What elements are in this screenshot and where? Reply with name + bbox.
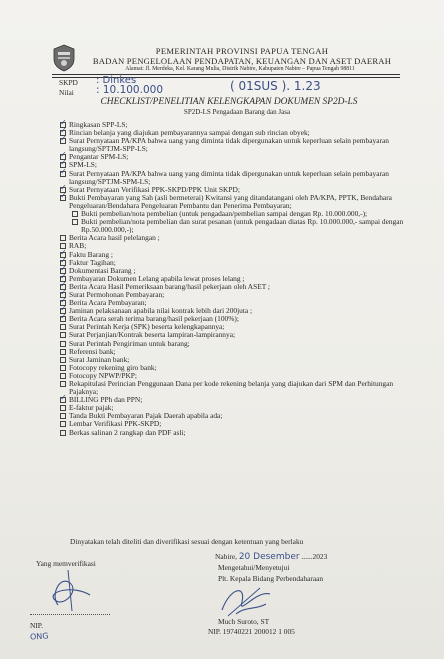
verifier-scribble: ONG [29, 631, 49, 642]
checklist-item [60, 153, 405, 161]
checklist-item-text: Surat Pernyataan PA/KPA bahwa uang yang diminta tidak dipergunakan untuk keperluan selain pembayaran langsung/SPTJM-SPM-LS; [69, 168, 389, 186]
checked-box-icon [60, 397, 66, 403]
checklist-item-text: Jaminan pelaksanaan apabila nilai kontrak lebih dari 200juta ; [69, 306, 253, 316]
empty-box-icon [60, 357, 66, 363]
empty-box-icon [60, 235, 66, 241]
document-code: ( 01SUS ). 1.23 [230, 79, 321, 93]
checklist-item-text: Surat Perjanjian/Kontrak beserta lampiran-lampirannya; [69, 330, 236, 340]
empty-box-icon [72, 219, 78, 225]
empty-box-icon [60, 365, 66, 371]
checklist-item [60, 137, 405, 153]
checklist-item-text: Ringkasan SPP-LS; [69, 120, 128, 129]
empty-box-icon [60, 332, 66, 338]
checklist-item-text: Lembar Verifikasi PPK-SKPD; [69, 419, 162, 429]
place-date-handwritten: 20 Desember [238, 552, 300, 562]
closing-statement: Dinyatakan telah diteliti dan diverifikasi sesuai dengan ketentuan yang berlaku [70, 537, 304, 546]
checklist-item-text: Surat Pernyataan PA/KPA bahwa uang yang diminta tidak dipergunakan untuk keperluan selain pembayaran langsung/SPTJM-SPP-LS; [69, 136, 389, 154]
checklist-item-text: Pembayaran Dokumen Lelang apabila lewat proses lelang ; [69, 273, 245, 283]
header-government: PEMERINTAH PROVINSI PAPUA TENGAH [155, 46, 329, 56]
empty-box-icon [60, 405, 66, 411]
checklist-item-text: Berita Acara Hasil Pemeriksaan barang/hasil pekerjaan oleh ASET ; [69, 281, 270, 291]
checklist-item-text: Berita Acara Pembayaran; [69, 298, 147, 308]
checklist-item-text: Bukti pembelian/nota pembelian (untuk pengadaan/pembelian sampai dengan Rp. 10.000.000,-); [81, 209, 368, 219]
checklist-item-text: Fotocopy rekening giro bank; [69, 362, 157, 372]
checklist-item [60, 170, 405, 186]
checked-box-icon [60, 171, 66, 177]
place-date [215, 552, 327, 562]
empty-box-icon [60, 430, 66, 436]
empty-box-icon [60, 421, 66, 427]
header-address: Alamat: Jl. Merdeka, Kel. Karang Mulia, Distrik Nabire, Kabupaten Nabire – Papua Tengah 98811 [125, 66, 355, 72]
empty-box-icon [60, 373, 66, 379]
verifier-label: Yang memverifikasi [36, 559, 96, 568]
checklist-item-text: Surat Pernyataan Verifikasi PPK-SKPD/PPK Unit SKPD; [69, 184, 240, 194]
place-suffix: ......2023 [301, 552, 328, 561]
nilai-label: Nilai [59, 88, 74, 97]
place-prefix: Nabire, [215, 552, 237, 561]
checklist-item-text: RAB; [69, 241, 87, 251]
verifier-name-line [30, 614, 110, 615]
empty-box-icon [60, 349, 66, 355]
official-signature [216, 580, 276, 620]
checklist-item [60, 380, 405, 396]
checklist-item-text: Berita Acara serah terima barang/hasil pekerjaan (100%); [69, 314, 239, 324]
checklist-item-text: Pengantar SPM-LS; [69, 152, 129, 162]
checklist-item-text: Rincian belanja yang diajukan pembayarannya sampai dengan sub rincian obyek; [69, 128, 310, 138]
checked-box-icon [60, 195, 66, 201]
checklist-item-text: Faktur Tagihan; [69, 257, 116, 267]
empty-box-icon [60, 381, 66, 387]
checklist-item-text: E-faktur pajak; [69, 403, 114, 413]
checklist-item [60, 194, 405, 210]
empty-box-icon [60, 413, 66, 419]
skpd-label: SKPD [59, 78, 78, 87]
checklist-item [60, 234, 405, 242]
document-title: CHECKLIST/PENELITIAN KELENGKAPAN DOKUMEN SP2D-LS [100, 97, 358, 107]
approve-label: Mengetahui/Menyetujui [218, 563, 290, 572]
empty-box-icon [60, 341, 66, 347]
checklist-item-text: Surat Permohonan Pembayaran; [69, 289, 165, 299]
checklist-item-text: Rekapitulasi Perincian Penggunaan Dana per kode rekening belanja yang diajukan dari SPM dan Perhitungan Pajaknya; [69, 379, 394, 397]
nilai-value: : 10.100.000 [96, 84, 163, 96]
verifier-signature [40, 565, 100, 615]
checklist-item-text: Surat Jaminan bank; [69, 354, 130, 364]
checked-box-icon [60, 138, 66, 144]
checklist-item-text: Bukti pembelian/nota pembelian dan surat pesanan (untuk pengadaan diatas Rp. 10.000.000,- sampai dengan Rp.50.000.000,-); [81, 217, 404, 235]
checklist-item-text: Berkas salinan 2 rangkap dan PDF asli; [69, 427, 186, 437]
official-position: Plt. Kepala Bidang Perbendaharaan [218, 574, 324, 583]
checklist-item-text: Surat Perintah Kerja (SPK) beserta kelengkapannya; [69, 322, 225, 332]
empty-box-icon [72, 211, 78, 217]
checklist-item-text: Bukti Pembayaran yang Sah (asli bermeterai) Kwitansi yang ditandatangani oleh PA/KPA, PPTK, Bendahara Pengeluaran/Bendahara Pengeluaran Pembantu dan Penerima Pembayaran; [69, 192, 392, 210]
checklist-item-text: Faktu Barang ; [69, 249, 113, 259]
checklist-item [60, 218, 405, 234]
checklist [60, 121, 405, 437]
checklist-item-text: SPM-LS; [69, 160, 97, 170]
official-name: Much Suroto, ST [218, 617, 270, 626]
checklist-item [60, 429, 405, 437]
checklist-item-text: Surat Perintah Pengiriman untuk barang; [69, 338, 190, 348]
checklist-item-text: BILLING PPh dan PPN; [69, 395, 143, 405]
checklist-item-text: Berita Acara hasil pelelangan ; [69, 233, 160, 243]
verifier-nip: NIP. [30, 621, 43, 630]
header-agency: BADAN PENGELOLAAN PENDAPATAN, KEUANGAN DAN ASET DAERAH [92, 56, 392, 66]
skpd-value: : Dinkes [96, 75, 137, 86]
checklist-item-text: Dokumentasi Barang ; [69, 265, 136, 275]
checklist-item-text: Referensi bank; [69, 346, 116, 356]
checklist-item-text: Tanda Bukti Pembayaran Pajak Daerah apabila ada; [69, 411, 223, 421]
document-subtitle: SP2D-LS Pengadaan Barang dan Jasa [183, 108, 291, 116]
empty-box-icon [60, 324, 66, 330]
checklist-item-text: Fotocopy NPWP/PKP; [69, 370, 137, 380]
checked-box-icon [60, 316, 66, 322]
official-nip: NIP. 19740221 200012 1 005 [208, 627, 295, 636]
